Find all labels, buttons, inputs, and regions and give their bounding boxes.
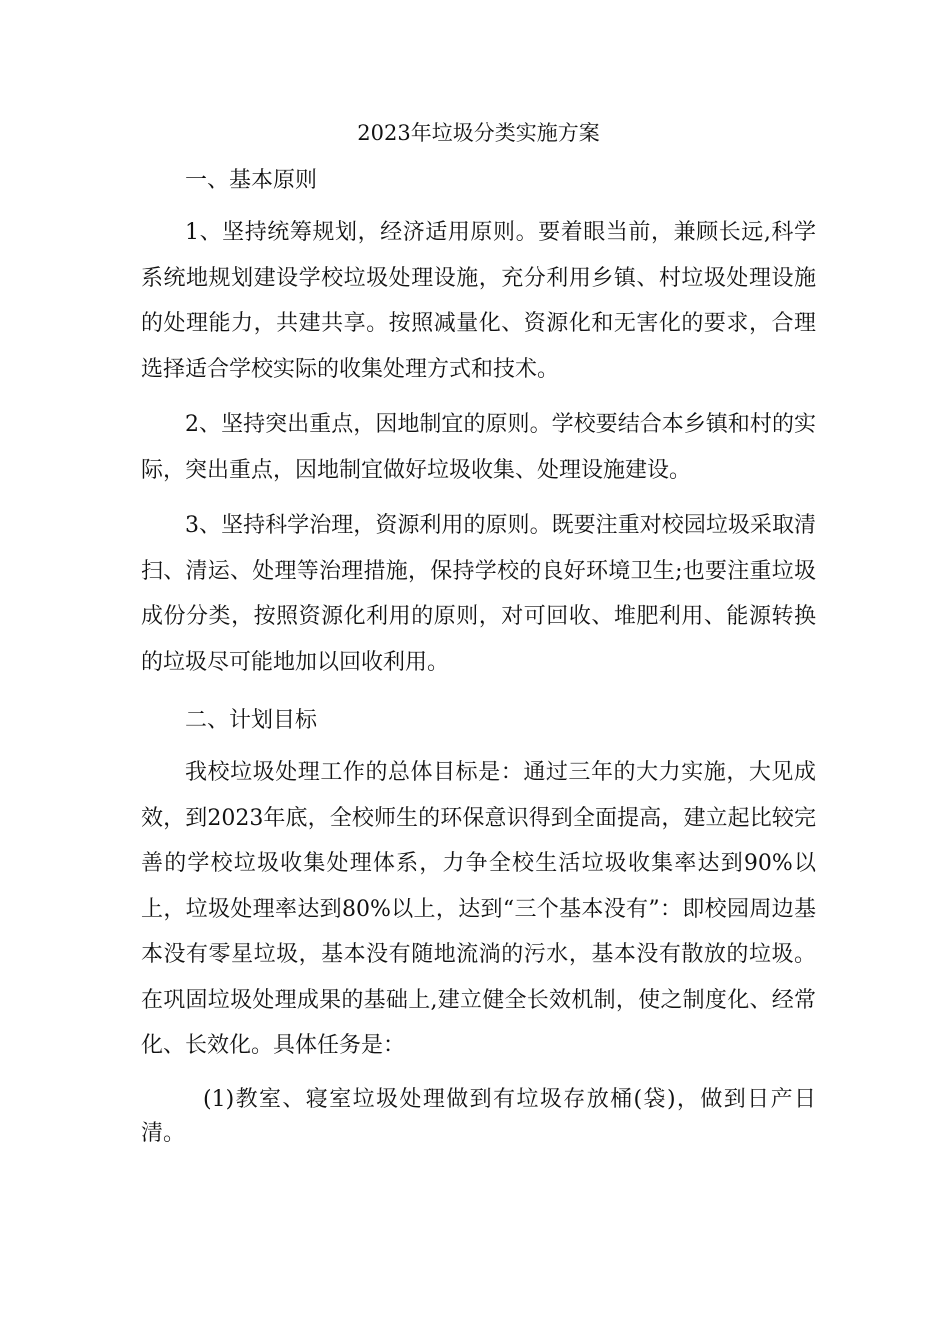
section-heading-plan-goals: 二、计划目标 — [185, 708, 318, 733]
principle-paragraph-2: 2、坚持突出重点，因地制宜的原则。学校要结合本乡镇和村的实际，突出重点，因地制宜做好垃圾收集、处理设施建设。 — [141, 412, 816, 483]
section-heading-basic-principles: 一、基本原则 — [185, 168, 318, 193]
principle-paragraph-1: 1、坚持统筹规划，经济适用原则。要着眼当前，兼顾长远,科学系统地规划建设学校垃圾处理设施，充分利用乡镇、村垃圾处理设施的处理能力，共建共享。按照减量化、资源化和无害化的要求，合理选择适合学校实际的收集处理方式和技术。 — [141, 220, 816, 382]
document-body — [141, 112, 816, 1151]
principle-paragraph-3: 3、坚持科学治理，资源利用的原则。既要注重对校园垃圾采取清扫、清运、处理等治理措施，保持学校的良好环境卫生;也要注重垃圾成份分类，按照资源化利用的原则，对可回收、堆肥利用、能源转换的垃圾尽可能地加以回收利用。 — [141, 513, 816, 675]
document-title: 2023年垃圾分类实施方案 — [357, 121, 600, 145]
goal-paragraph: 我校垃圾处理工作的总体目标是：通过三年的大力实施，大见成效，到2023年底，全校师生的环保意识得到全面提高，建立起比较完善的学校垃圾收集处理体系，力争全校生活垃圾收集率达到90%以上，垃圾处理率达到80%以上，达到“三个基本没有”：即校园周边基本没有零星垃圾，基本没有随地流淌的污水，基本没有散放的垃圾。在巩固垃圾处理成果的基础上,建立健全长效机制，使之制度化、经常化、长效化。具体任务是： — [141, 760, 816, 1058]
task-item-1: (1)教室、寝室垃圾处理做到有垃圾存放桶(袋)，做到日产日清。 — [141, 1086, 816, 1146]
